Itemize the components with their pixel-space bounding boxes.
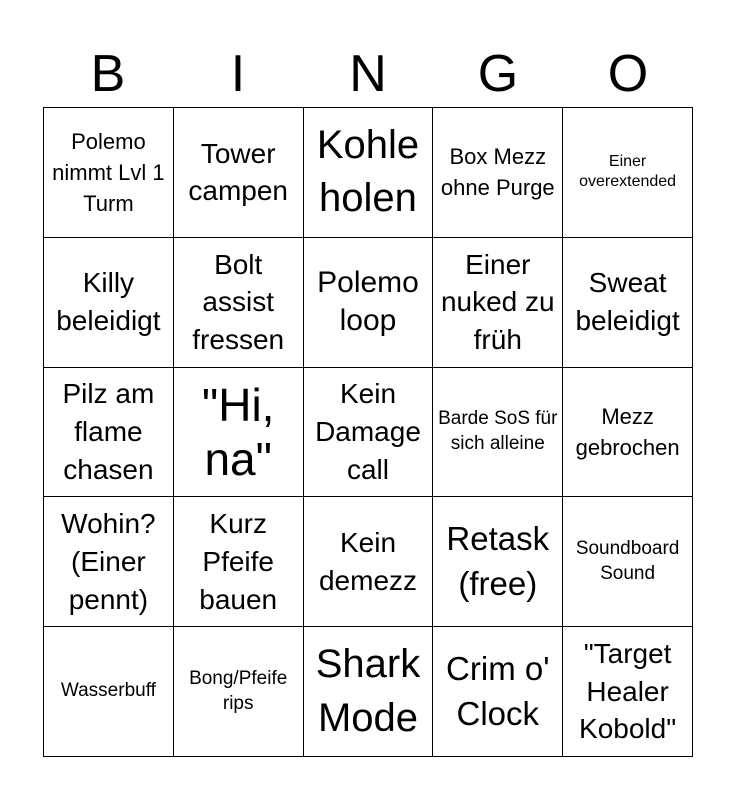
bingo-header bbox=[43, 40, 693, 108]
bingo-cell[interactable]: Kein demezz bbox=[304, 497, 434, 627]
bingo-cell[interactable]: "Target Healer Kobold" bbox=[563, 627, 693, 757]
bingo-cell[interactable]: Barde SoS für sich alleine bbox=[433, 368, 563, 498]
bingo-cell[interactable]: Kein Damage call bbox=[304, 368, 434, 498]
bingo-cell[interactable]: Bong/Pfeife rips bbox=[174, 627, 304, 757]
bingo-cell[interactable]: Kohle holen bbox=[304, 108, 434, 238]
header-letter-g: G bbox=[477, 45, 519, 103]
bingo-cell[interactable]: Box Mezz ohne Purge bbox=[433, 108, 563, 238]
bingo-cell[interactable]: Soundboard Sound bbox=[563, 497, 693, 627]
bingo-cell[interactable]: Tower campen bbox=[174, 108, 304, 238]
bingo-cell[interactable]: Kurz Pfeife bauen bbox=[174, 497, 304, 627]
header-letter-b: B bbox=[90, 45, 126, 103]
bingo-cell[interactable]: Polemo loop bbox=[304, 238, 434, 368]
bingo-cell[interactable]: Polemo nimmt Lvl 1 Turm bbox=[44, 108, 174, 238]
bingo-cell[interactable]: Retask (free) bbox=[433, 497, 563, 627]
bingo-cell[interactable]: Wasserbuff bbox=[44, 627, 174, 757]
header-letter-i: I bbox=[230, 45, 246, 103]
bingo-cell[interactable]: "Hi, na" bbox=[174, 368, 304, 498]
bingo-cell[interactable]: Wohin? (Einer pennt) bbox=[44, 497, 174, 627]
header-letter-o: O bbox=[607, 45, 649, 103]
bingo-cell[interactable]: Einer nuked zu früh bbox=[433, 238, 563, 368]
bingo-cell[interactable]: Killy beleidigt bbox=[44, 238, 174, 368]
bingo-cell[interactable]: Sweat beleidigt bbox=[563, 238, 693, 368]
bingo-cell[interactable]: Einer overextended bbox=[563, 108, 693, 238]
header-letter-n: N bbox=[349, 45, 387, 103]
bingo-cell[interactable]: Bolt assist fressen bbox=[174, 238, 304, 368]
bingo-grid bbox=[43, 107, 693, 757]
bingo-cell[interactable]: Mezz gebrochen bbox=[563, 368, 693, 498]
bingo-cell[interactable]: Shark Mode bbox=[304, 627, 434, 757]
bingo-cell[interactable]: Crim o' Clock bbox=[433, 627, 563, 757]
bingo-cell[interactable]: Pilz am flame chasen bbox=[44, 368, 174, 498]
